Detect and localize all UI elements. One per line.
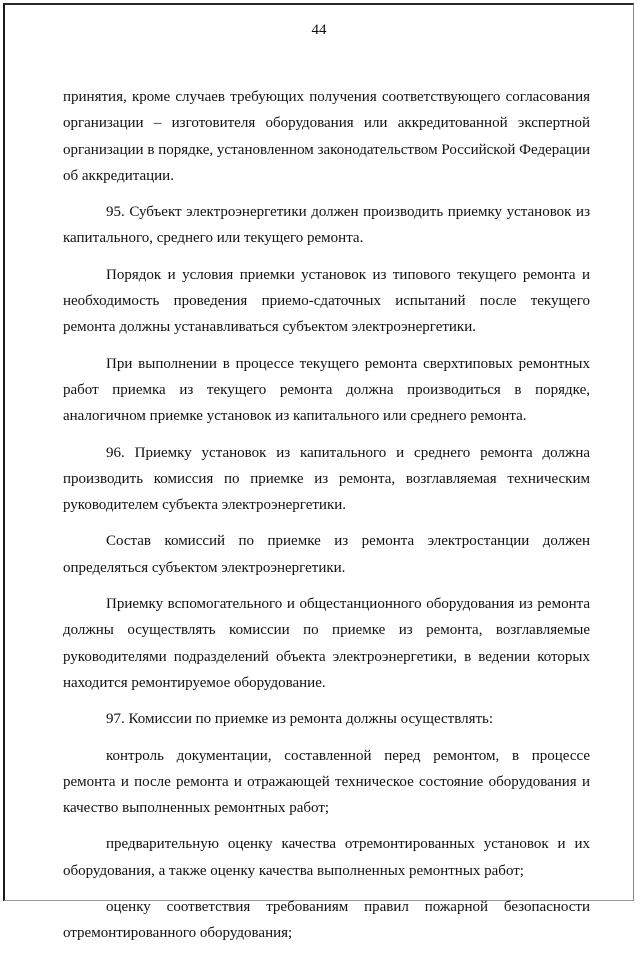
paragraph-96-auxiliary: Приемку вспомогательного и общестанционного оборудования из ремонта должны осуществлять комиссии по приемке из ремонта, возглавляемые руководителями подразделений объекта электроэнергетики, в ведении которых находится ремонтируемое оборудование. [63,596,590,691]
list-item-fire-safety: оценку соответствия требованиям правил пожарной безопасности отремонтированного оборудования; [63,899,590,942]
paragraph-95: 95. Субъект электроэнергетики должен производить приемку установок из капитального, среднего или текущего ремонта. [63,204,590,247]
paragraph-95-extra-works: При выполнении в процессе текущего ремонта сверхтиповых ремонтных работ приемка из текущего ремонта должна производиться в порядке, аналогичном приемке установок из капитального или среднего ремонта. [63,355,590,425]
paragraph-continuation: принятия, кроме случаев требующих получения соответствующего согласования организации – изготовителя оборудования или аккредитованной экспертной организации в порядке, установленном законодательством Российской Федерации об аккредитации. [63,89,590,184]
paragraph-95-procedure: Порядок и условия приемки установок из типового текущего ремонта и необходимость проведения приемо-сдаточных испытаний после текущего ремонта должны устанавливаться субъектом электроэнергетики. [63,266,590,336]
paragraph-96: 96. Приемку установок из капитального и среднего ремонта должна производить комиссия по приемке из ремонта, возглавляемая техническим руководителем субъекта электроэнергетики. [63,444,590,514]
paragraph-96-commission: Состав комиссий по приемке из ремонта электростанции должен определяться субъектом электроэнергетики. [63,533,590,576]
list-item-documentation-control: контроль документации, составленной перед ремонтом, в процессе ремонта и после ремонта и отражающей техническое состояние оборудования и качество выполненных ремонтных работ; [63,747,590,817]
document-body [63,84,590,957]
list-item-quality-assessment: предварительную оценку качества отремонтированных установок и их оборудования, а также оценку качества выполненных ремонтных работ; [63,836,590,879]
document-page [3,3,634,942]
page-number: 44 [311,22,327,38]
paragraph-97: 97. Комиссии по приемке из ремонта должны осуществлять: [106,711,494,728]
